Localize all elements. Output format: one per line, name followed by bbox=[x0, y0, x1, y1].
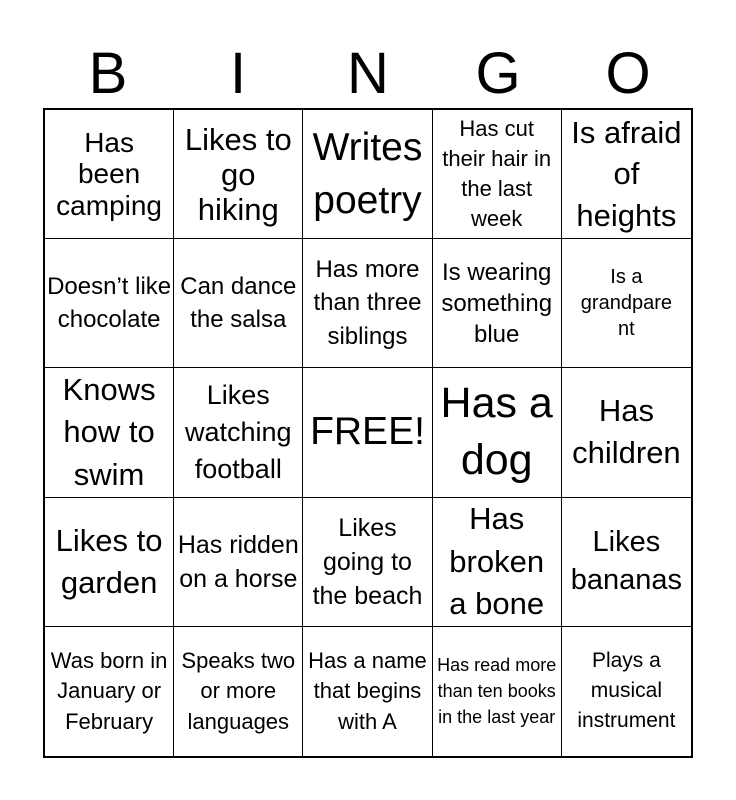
header-letter-n: N bbox=[347, 41, 389, 106]
cell-text: Has a name that begins with A bbox=[308, 647, 427, 734]
cell-text: Speaks two or more languages bbox=[181, 647, 296, 734]
cell-text: Has been camping bbox=[56, 126, 163, 221]
bingo-cell bbox=[303, 498, 432, 627]
bingo-cell bbox=[433, 368, 562, 497]
bingo-board bbox=[43, 108, 693, 758]
cell-text: Is afraid of heights bbox=[571, 114, 682, 233]
bingo-cell bbox=[433, 239, 562, 368]
bingo-cell bbox=[562, 239, 691, 368]
cell-text: Likes going to the beach bbox=[312, 513, 423, 610]
cell-text: Is wearing something blue bbox=[441, 258, 553, 348]
cell-text: Writes poetry bbox=[312, 126, 423, 223]
bingo-cell bbox=[433, 498, 562, 627]
bingo-cell bbox=[562, 110, 691, 239]
cell-text: Has broken a bone bbox=[449, 501, 545, 621]
bingo-cell bbox=[562, 498, 691, 627]
header-letter-i: I bbox=[229, 41, 247, 106]
bingo-cell bbox=[303, 368, 432, 497]
bingo-cell bbox=[174, 627, 303, 756]
bingo-cell bbox=[174, 110, 303, 239]
bingo-cell bbox=[174, 239, 303, 368]
cell-text: Knows how to swim bbox=[62, 372, 156, 492]
bingo-cell bbox=[45, 627, 174, 756]
cell-text: Has ridden on a horse bbox=[177, 530, 299, 593]
bingo-cell bbox=[45, 498, 174, 627]
cell-text: Likes to go hiking bbox=[184, 121, 292, 227]
cell-text: Has read more than ten books in the last year bbox=[437, 655, 557, 728]
cell-text: Has more than three siblings bbox=[313, 255, 422, 351]
bingo-cell bbox=[45, 368, 174, 497]
bingo-cell bbox=[433, 627, 562, 756]
bingo-header bbox=[43, 40, 693, 108]
bingo-cell bbox=[174, 498, 303, 627]
bingo-cell bbox=[303, 627, 432, 756]
header-letter-b: B bbox=[88, 41, 128, 106]
bingo-cell bbox=[303, 110, 432, 239]
bingo-cell bbox=[562, 627, 691, 756]
cell-text: Has cut their hair in the last week bbox=[442, 116, 552, 231]
cell-text: Likes watching football bbox=[185, 380, 292, 484]
cell-text: Was born in January or February bbox=[50, 647, 168, 734]
bingo-cell bbox=[433, 110, 562, 239]
bingo-cell bbox=[562, 368, 691, 497]
cell-text: Is a grandparent bbox=[580, 266, 672, 341]
cell-text: FREE! bbox=[310, 410, 425, 454]
bingo-cell bbox=[45, 110, 174, 239]
bingo-cell bbox=[45, 239, 174, 368]
cell-text: Likes to garden bbox=[55, 522, 163, 600]
cell-text: Has children bbox=[572, 393, 681, 471]
bingo-cell bbox=[303, 239, 432, 368]
header-letter-o: O bbox=[605, 41, 651, 106]
header-letter-g: G bbox=[475, 41, 521, 106]
cell-text: Likes bananas bbox=[570, 526, 683, 596]
cell-text: Has a dog bbox=[440, 379, 553, 485]
cell-text: Doesn’t like chocolate bbox=[47, 272, 172, 334]
bingo-cell bbox=[174, 368, 303, 497]
cell-text: Plays a musical instrument bbox=[577, 649, 676, 733]
cell-text: Can dance the salsa bbox=[180, 272, 297, 334]
